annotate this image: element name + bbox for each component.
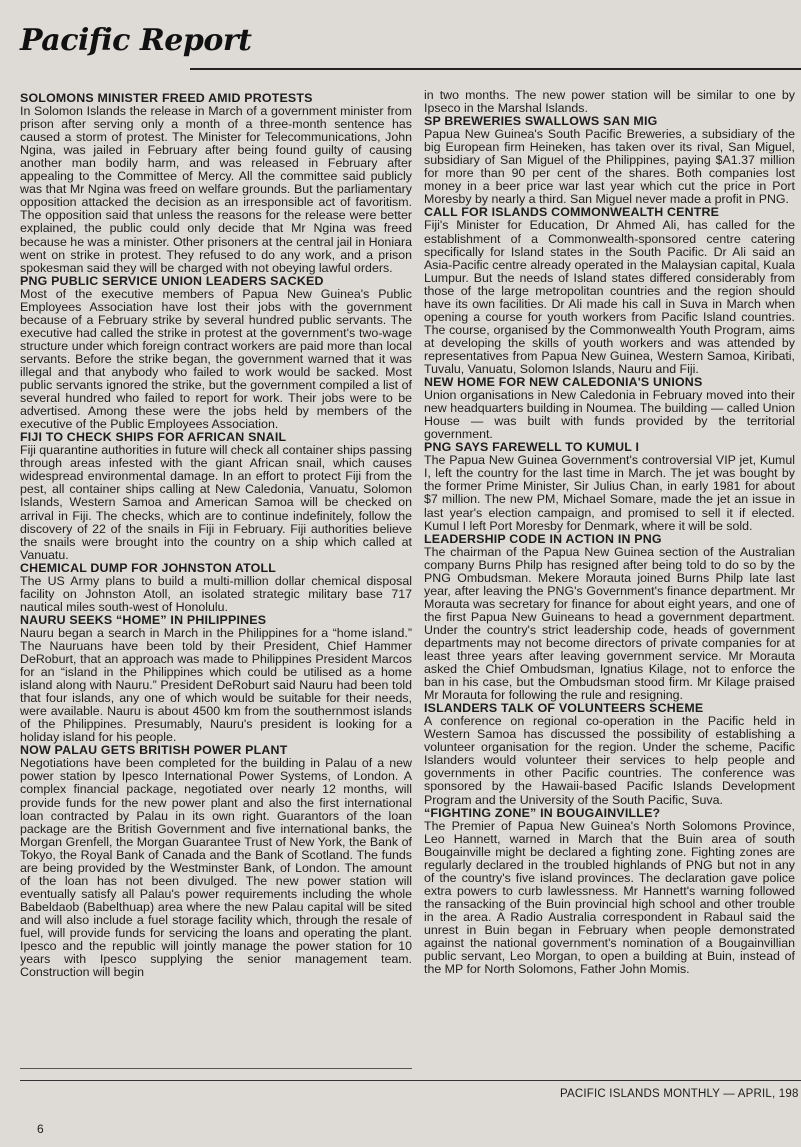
- column-end-rule: [20, 1068, 412, 1069]
- article-headline: FIJI TO CHECK SHIPS FOR AFRICAN SNAIL: [20, 430, 287, 445]
- article-body: The Premier of Papua New Guinea's North Solomons Province, Leo Hannett, warned in March that the Buin area of south Bougainville might be declared a fighting zone. Fighting zones are regularly declared in the troubled highlands of PNG but not in any of the country's five island provinces. The declaration gave police extra powers to curb lawlessness. Mr Hannett's warning followed the ransacking of the Buin provincial high school and other trouble in the area. A Radio Australia correspondent in Rabaul said the unrest in Buin began in February when people demonstrated against the national government's nomination of a Bougainvillian public servant, Leo Morgan, to open a building at Buin, instead of the MP for North Solomons, Father John Momis.: [424, 818, 795, 977]
- article-headline: PNG SAYS FAREWELL TO KUMUL I: [424, 440, 640, 455]
- article-headline: LEADERSHIP CODE IN ACTION IN PNG: [424, 531, 662, 546]
- article-body: Nauru began a search in March in the Philippines for a “home island.” The Nauruans have been told by their President, Chief Hammer DeRoburt, that an approach was made to Philippines President Marcos for an “island in the Philippines which could be utilised as a home island along with Nauru.” President DeRoburt said Nauru had been told that four islands, any one of which would be suitable for their needs, were available. Nauru is about 4500 km from the southernmost islands of the Philippines. Presumably, Nauru's president is looking for a holiday island for his people.: [20, 625, 412, 745]
- footer-rule: [20, 1080, 801, 1081]
- article-body: The US Army plans to build a multi-million dollar chemical disposal facility on Johnston Atoll, an isolated strategic military base 717 nautical miles south-west of Honolulu.: [20, 573, 412, 614]
- article-body: The chairman of the Papua New Guinea section of the Australian company Burns Philp has resigned after being told to do so by the PNG Ombudsman. Mekere Morauta joined Burns Philp late last year, after leaving the PNG's Government's finance department. Mr Morauta was secretary for finance for about eight years, and one of the first Papua New Guineans to head a government department. Under the country's strict leadership code, heads of government departments may not become directors of private companies for at least three years after leaving government service. Mr Morauta asked the Chief Ombudsman, Ignatius Kilage, not to enforce the ban in his case, but the Ombudsman stood firm. Mr Kilage praised Mr Morauta for following the rule and resigning.: [424, 544, 795, 703]
- article-body: The Papua New Guinea Government's controversial VIP jet, Kumul I, left the country for the last time in March. The jet was bought by the former Prime Minister, Sir Julius Chan, in early 1981 for about $7 million. The new PM, Michael Somare, made the jet an issue in last year's election campaign, and promised to sell it if elected. Kumul I left Port Moresby for Denmark, where it will be sold.: [424, 453, 795, 533]
- article-body: Most of the executive members of Papua New Guinea's Public Employees Association have lost their jobs with the government because of a February strike by several hundred public servants. The executive had called the strike in protest at the government's two-wage structure under which foreign contract workers are paid more than local servants. Before the strike began, the government warned that it was illegal and that anybody who failed to work would be sacked. Most public servants ignored the strike, but the government compiled a list of several hundred who failed to report for work. Their jobs were to be advertised. Among these were the jobs held by members of the executive of the Public Employees Association.: [20, 286, 412, 432]
- article-headline: CALL FOR ISLANDS COMMONWEALTH CENTRE: [424, 205, 720, 220]
- article-headline: SOLOMONS MINISTER FREED AMID PROTESTS: [20, 92, 313, 105]
- column-right: [424, 89, 795, 1054]
- article: [424, 115, 795, 206]
- article-body: Negotiations have been completed for the building in Palau of a new power station by Ipesco International Power Systems, of London. A complex financial package, negotiated over nearly 12 months, will provide funds for the new power plant and also the first international loan contracted by Palau in its own right. Guarantors of the loan package are the British Government and five international banks, the Morgan Grenfell, the Morgan Guarantee Trust of New York, the Bank of Tokyo, the Royal Bank of Canada and the Bank of Scotland. The funds are being provided by the Westminster Bank, of London. The amount of the loan has not been divulged. The new power station will eventually satisfy all Palau's power requirements including the whole Babeldaob (Babelthuap) area where the new Palau capital will be sited and will also include a fuel storage facility which, through the resale of fuel, will provide funds for servicing the loans and operating the plant. Ipesco and the republic will jointly manage the power station for 10 years with Ipesco supplying the senior management team. Construction will begin: [20, 756, 412, 980]
- article-headline: “FIGHTING ZONE” IN BOUGAINVILLE?: [424, 805, 661, 820]
- article-headline: SP BREWERIES SWALLOWS SAN MIG: [424, 114, 658, 129]
- article-headline: NOW PALAU GETS BRITISH POWER PLANT: [20, 743, 288, 758]
- article-headline: NAURU SEEKS “HOME” IN PHILIPPINES: [20, 612, 267, 627]
- article: [424, 89, 795, 115]
- masthead: Pacific Report: [20, 23, 252, 58]
- article-body: A conference on regional co-operation in the Pacific held in Western Samoa has discussed the possibility of establishing a volunteer organisation for the region. Under the scheme, Pacific Islanders would volunteer their services to help people and governments in other Pacific countries. The conference was sponsored by the Hawaii-based Pacific Islands Development Program and the University of the South Pacific, Suva.: [424, 714, 795, 807]
- article-headline: NEW HOME FOR NEW CALEDONIA'S UNIONS: [424, 375, 703, 390]
- article-headline: ISLANDERS TALK OF VOLUNTEERS SCHEME: [424, 701, 704, 716]
- article-headline: CHEMICAL DUMP FOR JOHNSTON ATOLL: [20, 560, 277, 575]
- article: [20, 431, 412, 561]
- article: [20, 562, 412, 614]
- article-body: Papua New Guinea's South Pacific Breweries, a subsidiary of the big European firm Heineken, has taken over its rival, San Miguel, subsidiary of San Miguel of the Philippines, paying $A1.37 million for more than 90 per cent of the shares. Both companies lost money in a beer price war last year which cut the price in Port Moresby by nearly a third. San Miguel never made a profit in PNG.: [424, 127, 795, 207]
- article: [424, 441, 795, 532]
- article: [424, 376, 795, 441]
- article: [20, 744, 412, 979]
- masthead-rule: [190, 68, 801, 70]
- article: [20, 275, 412, 432]
- article-body: Union organisations in New Caledonia in February moved into their new headquarters building in Noumea. The building — called Union House — was built with funds provided by the territorial government.: [424, 388, 795, 442]
- article-body: Fiji's Minister for Education, Dr Ahmed Ali, has called for the establishment of a Commonwealth-sponsored centre catering specifically for Island states in the South Pacific. Dr Ali said an Asia-Pacific centre already operated in the Malaysian capital, Kuala Lumpur. But the needs of Island states differed considerably from those of the large metropolitan countries and the region should have its own facilities. Dr Ali made his call in Suva in March when opening a course for youth workers from Pacific Island countries. The course, organised by the Commonwealth Youth Program, aims at developing the skills of youth workers and was attended by representatives from Papua New Guinea, Western Samoa, Kiribati, Tuvalu, Vanuatu, Solomon Islands, Nauru and Fiji.: [424, 218, 795, 376]
- article-body: Fiji quarantine authorities in future will check all container ships passing through areas infested with the giant African snail, which causes widespread environmental damage. In an effort to protect Fiji from the pest, all container ships calling at New Caledonia, Vanuatu, Solomon Islands, Western Samoa and American Samoa will be checked on arrival in Fiji. The checks, which are to continue indefinitely, follow the discovery of 22 of the snails in Fiji in February. Fiji authorities believe the snails were brought into the country on a ship which called at Vanuatu.: [20, 443, 412, 562]
- article-headline: PNG PUBLIC SERVICE UNION LEADERS SACKED: [20, 273, 324, 288]
- article: [424, 807, 795, 977]
- article: [424, 702, 795, 806]
- article: [424, 533, 795, 703]
- page-number: 6: [37, 1122, 44, 1136]
- article-body: In Solomon Islands the release in March of a government minister from prison after serving only a month of a three-month sentence has caused a storm of protest. The Minister for Telecommunications, John Ngina, was jailed in February after being found guilty of causing another man bodily harm, and was released in February after appealing to the Committee of Mercy. All the committee said publicly was that Mr Ngina was freed on welfare grounds. But the parliamentary opposition attacked the decision as an irresponsible act of favoritism. The opposition said that unless the reasons for the release were better explained, the public could only decide that Mr Ngina was freed because he was a minister. Other prisoners at the central jail in Honiara went on strike in protest. They refused to do any work, and a prison spokesman said they will be charged with not obeying lawful orders.: [20, 104, 412, 275]
- article: [424, 206, 795, 376]
- footer-publication: PACIFIC ISLANDS MONTHLY — APRIL, 198: [560, 1088, 799, 1100]
- article: [20, 614, 412, 744]
- article-body: in two months. The new power station will be similar to one by Ipseco in the Marshal Islands.: [424, 89, 795, 116]
- column-left: [20, 92, 412, 1054]
- article: [20, 92, 412, 275]
